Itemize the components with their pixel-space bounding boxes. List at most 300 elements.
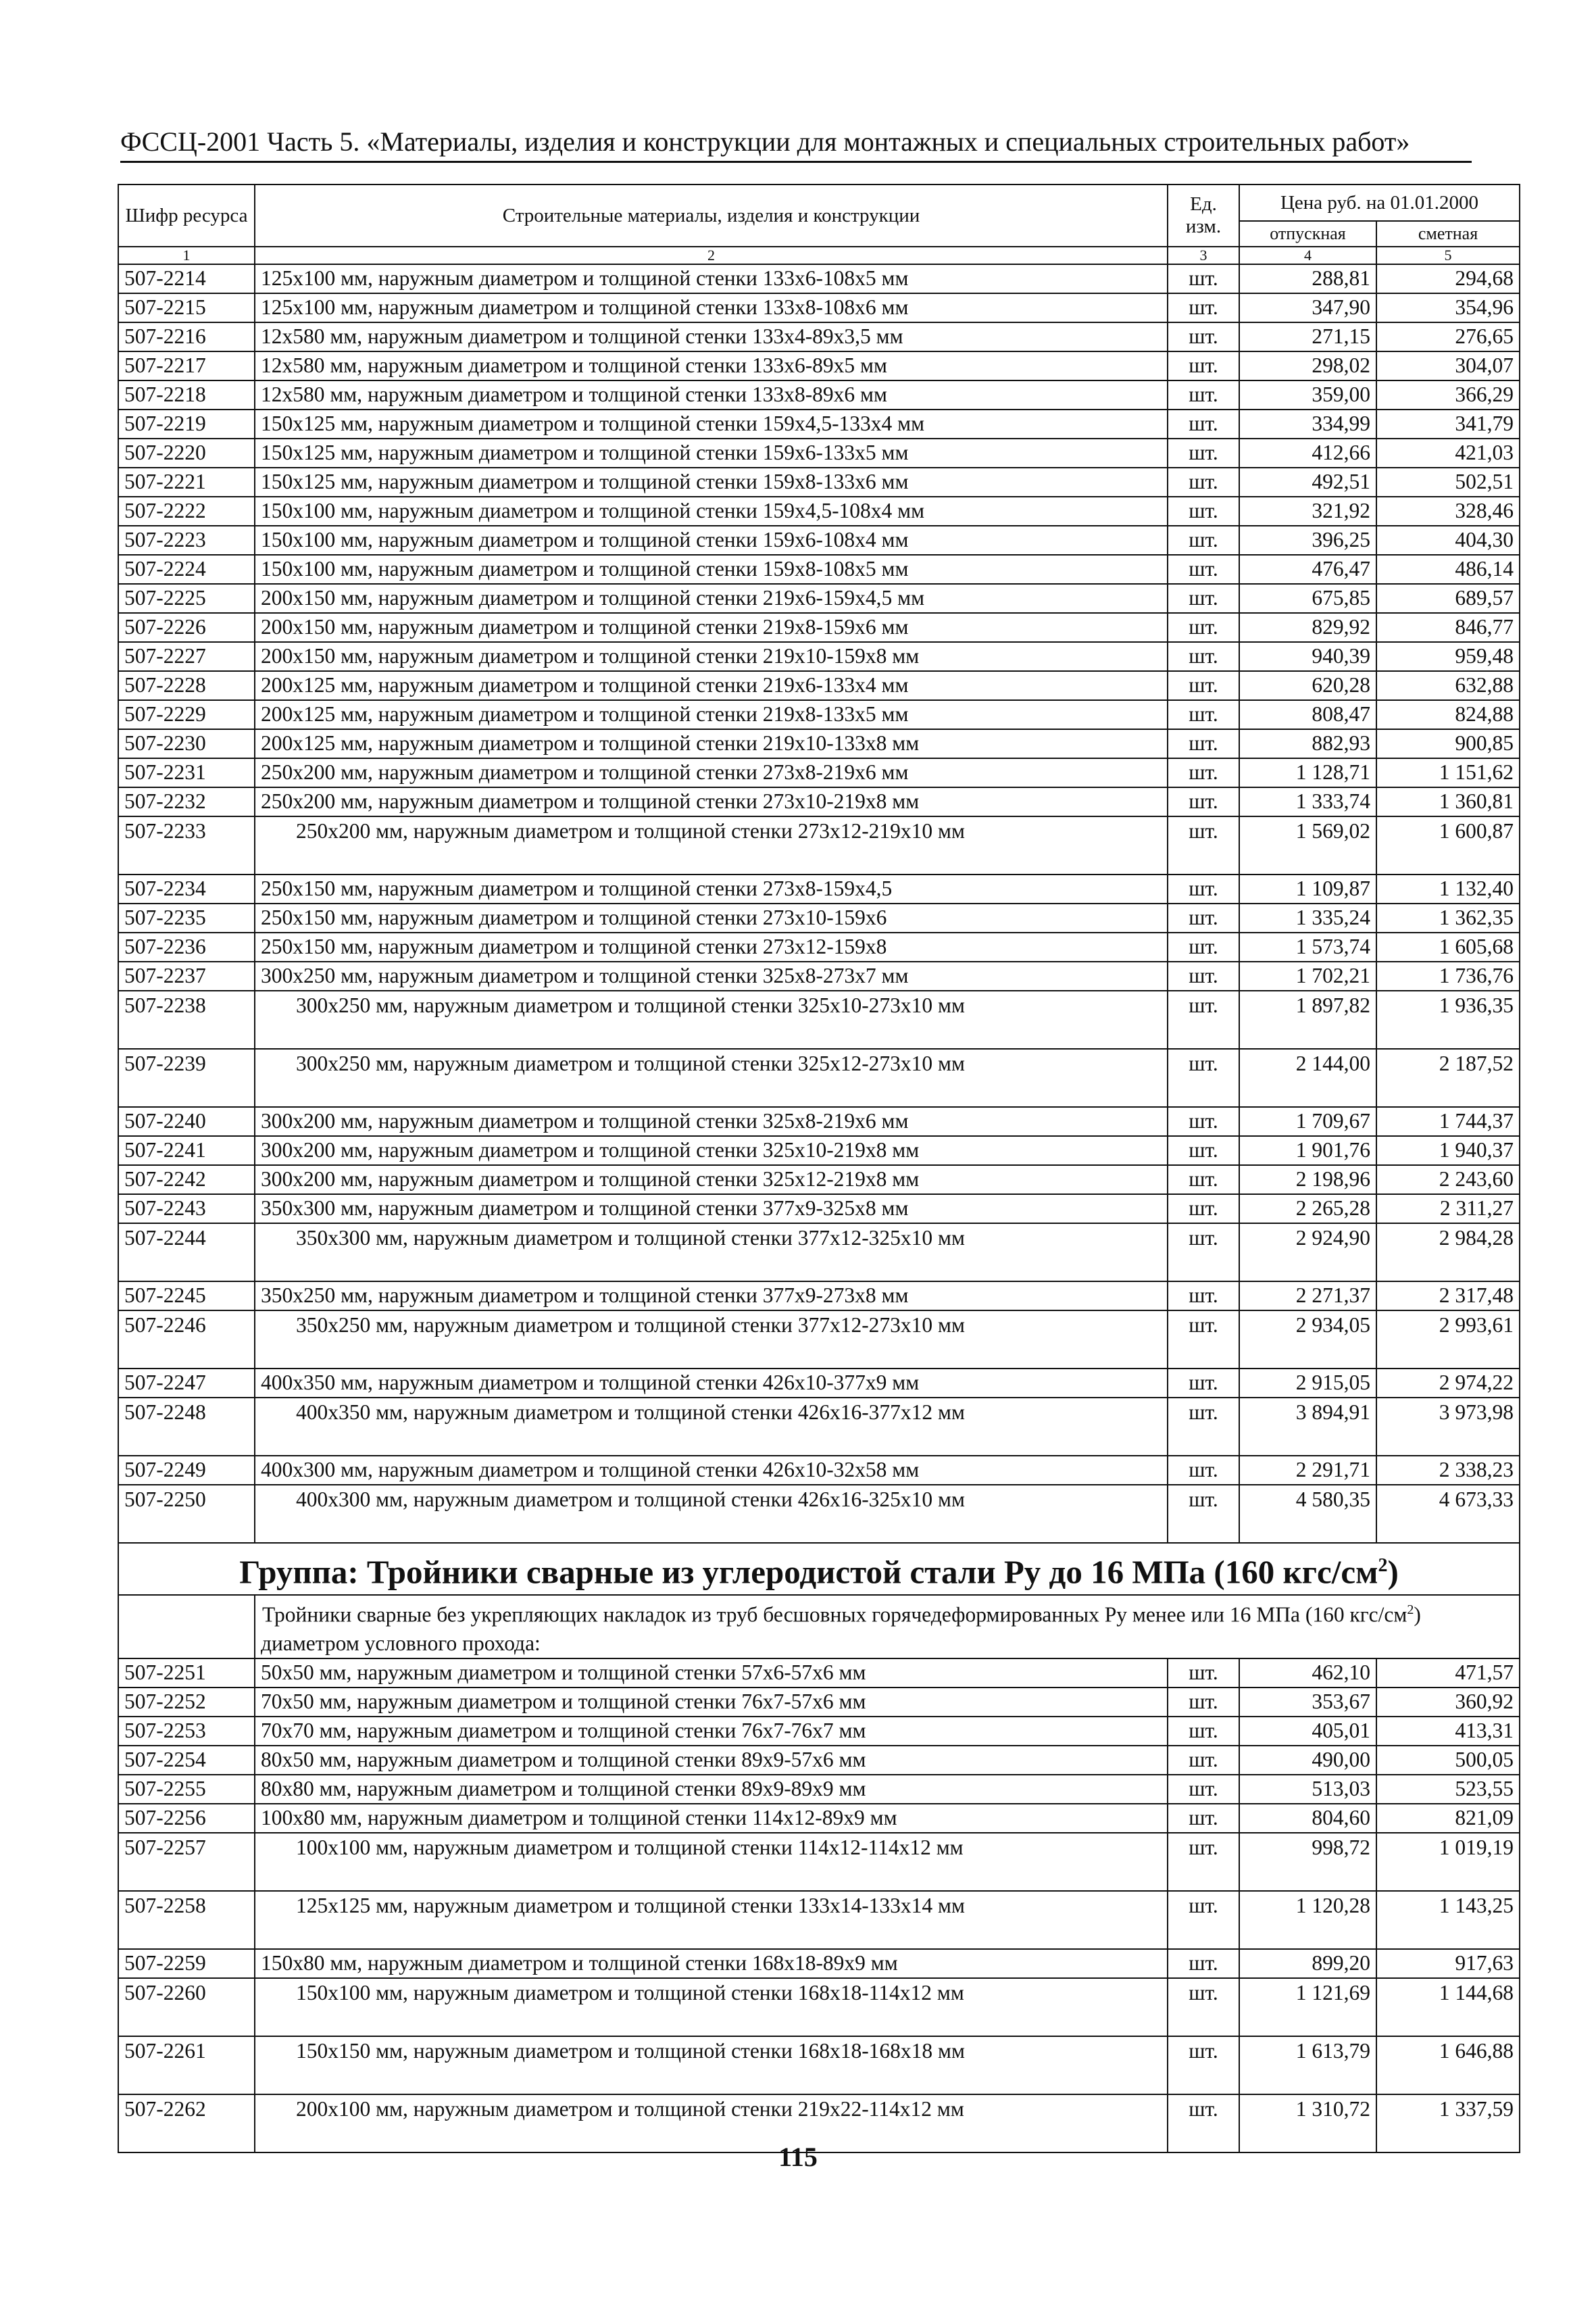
item-name-cell: 150x100 мм, наружным диаметром и толщиной стенки 168x18-114x12 мм — [255, 1978, 1168, 2036]
item-name-cell: 400x350 мм, наружным диаметром и толщиной стенки 426x16-377x12 мм — [255, 1398, 1168, 1456]
item-name-cell: 400x300 мм, наружным диаметром и толщиной стенки 426x10-32x58 мм — [255, 1456, 1168, 1485]
estimate-price-cell: 3 973,98 — [1376, 1398, 1520, 1456]
group-description-superscript: 2 — [1407, 1602, 1414, 1618]
item-name-cell: 250x150 мм, наружным диаметром и толщиной стенки 273x10-159x6 — [255, 904, 1168, 933]
resource-code-cell: 507-2218 — [118, 380, 255, 410]
release-price-cell: 513,03 — [1239, 1775, 1376, 1804]
unit-cell: шт. — [1168, 584, 1239, 613]
table-row — [118, 1485, 1520, 1543]
estimate-price-cell: 1 940,37 — [1376, 1136, 1520, 1165]
release-price-cell: 492,51 — [1239, 468, 1376, 497]
unit-cell: шт. — [1168, 351, 1239, 380]
unit-cell: шт. — [1168, 439, 1239, 468]
resource-code-cell: 507-2253 — [118, 1717, 255, 1746]
resource-code-cell: 507-2248 — [118, 1398, 255, 1456]
unit-cell: шт. — [1168, 526, 1239, 555]
resource-code-cell: 507-2234 — [118, 875, 255, 904]
item-name-cell: 125x100 мм, наружным диаметром и толщиной стенки 133x8-108x6 мм — [255, 293, 1168, 322]
unit-cell: шт. — [1168, 700, 1239, 729]
unit-cell: шт. — [1168, 264, 1239, 293]
item-name-cell: 200x150 мм, наружным диаметром и толщиной стенки 219x10-159x8 мм — [255, 642, 1168, 671]
item-name-cell: 200x125 мм, наружным диаметром и толщиной стенки 219x6-133x4 мм — [255, 671, 1168, 700]
header-price: Цена руб. на 01.01.2000 — [1239, 184, 1520, 221]
estimate-price-cell: 354,96 — [1376, 293, 1520, 322]
release-price-cell: 462,10 — [1239, 1658, 1376, 1688]
estimate-price-cell: 632,88 — [1376, 671, 1520, 700]
table-row — [118, 671, 1520, 700]
unit-cell: шт. — [1168, 875, 1239, 904]
unit-cell: шт. — [1168, 1717, 1239, 1746]
item-name-cell: 300x200 мм, наружным диаметром и толщиной стенки 325x12-219x8 мм — [255, 1165, 1168, 1194]
resource-code-cell: 507-2217 — [118, 351, 255, 380]
release-price-cell: 1 897,82 — [1239, 991, 1376, 1049]
resource-code-cell: 507-2245 — [118, 1281, 255, 1310]
unit-cell: шт. — [1168, 1281, 1239, 1310]
estimate-price-cell: 1 362,35 — [1376, 904, 1520, 933]
estimate-price-cell: 2 984,28 — [1376, 1223, 1520, 1281]
item-name-cell: 350x250 мм, наружным диаметром и толщиной стенки 377x12-273x10 мм — [255, 1310, 1168, 1369]
unit-cell: шт. — [1168, 1658, 1239, 1688]
resource-code-cell: 507-2243 — [118, 1194, 255, 1223]
release-price-cell: 1 573,74 — [1239, 933, 1376, 962]
estimate-price-cell: 2 311,27 — [1376, 1194, 1520, 1223]
item-name-cell: 150x125 мм, наружным диаметром и толщиной стенки 159x4,5-133x4 мм — [255, 410, 1168, 439]
release-price-cell: 998,72 — [1239, 1833, 1376, 1891]
table-row — [118, 1688, 1520, 1717]
unit-cell: шт. — [1168, 816, 1239, 875]
table-row — [118, 410, 1520, 439]
resource-code-cell: 507-2239 — [118, 1049, 255, 1107]
item-name-cell: 250x200 мм, наружным диаметром и толщиной стенки 273x12-219x10 мм — [255, 816, 1168, 875]
estimate-price-cell: 1 360,81 — [1376, 787, 1520, 816]
table-row — [118, 1658, 1520, 1688]
item-name-cell: 250x200 мм, наружным диаметром и толщиной стенки 273x10-219x8 мм — [255, 787, 1168, 816]
estimate-price-cell: 421,03 — [1376, 439, 1520, 468]
header-column-number: 3 — [1168, 247, 1239, 264]
item-name-cell: 70x70 мм, наружным диаметром и толщиной стенки 76x7-76x7 мм — [255, 1717, 1168, 1746]
table-row — [118, 1978, 1520, 2036]
resource-code-cell: 507-2259 — [118, 1949, 255, 1978]
resource-code-cell: 507-2219 — [118, 410, 255, 439]
table-row — [118, 497, 1520, 526]
table-header — [118, 184, 1520, 264]
table-row — [118, 380, 1520, 410]
group-heading-row — [118, 1543, 1520, 1595]
release-price-cell: 675,85 — [1239, 584, 1376, 613]
resource-code-cell: 507-2238 — [118, 991, 255, 1049]
resource-code-cell: 507-2220 — [118, 439, 255, 468]
resource-code-cell: 507-2224 — [118, 555, 255, 584]
unit-cell: шт. — [1168, 613, 1239, 642]
resource-code-cell: 507-2229 — [118, 700, 255, 729]
resource-code-cell: 507-2223 — [118, 526, 255, 555]
unit-cell: шт. — [1168, 410, 1239, 439]
unit-cell: шт. — [1168, 1310, 1239, 1369]
estimate-price-cell: 4 673,33 — [1376, 1485, 1520, 1543]
table-row — [118, 1049, 1520, 1107]
group-section — [118, 1543, 1520, 1658]
release-price-cell: 1 128,71 — [1239, 758, 1376, 787]
table-row — [118, 1194, 1520, 1223]
table-row — [118, 2036, 1520, 2094]
table-row — [118, 700, 1520, 729]
estimate-price-cell: 276,65 — [1376, 322, 1520, 351]
item-name-cell: 300x250 мм, наружным диаметром и толщиной стенки 325x8-273x7 мм — [255, 962, 1168, 991]
estimate-price-cell: 404,30 — [1376, 526, 1520, 555]
item-name-cell: 125x100 мм, наружным диаметром и толщиной стенки 133x6-108x5 мм — [255, 264, 1168, 293]
unit-cell: шт. — [1168, 933, 1239, 962]
unit-cell: шт. — [1168, 729, 1239, 758]
table-row — [118, 1775, 1520, 1804]
release-price-cell: 2 924,90 — [1239, 1223, 1376, 1281]
unit-cell: шт. — [1168, 642, 1239, 671]
group-heading-text: Группа: Тройники сварные из углеродистой стали Ру до 16 МПа (160 кгс/см — [239, 1553, 1378, 1591]
estimate-price-cell: 1 144,68 — [1376, 1978, 1520, 2036]
release-price-cell: 3 894,91 — [1239, 1398, 1376, 1456]
release-price-cell: 1 613,79 — [1239, 2036, 1376, 2094]
table-row — [118, 875, 1520, 904]
release-price-cell: 940,39 — [1239, 642, 1376, 671]
release-price-cell: 2 265,28 — [1239, 1194, 1376, 1223]
unit-cell: шт. — [1168, 555, 1239, 584]
release-price-cell: 353,67 — [1239, 1688, 1376, 1717]
estimate-price-cell: 2 243,60 — [1376, 1165, 1520, 1194]
estimate-price-cell: 1 936,35 — [1376, 991, 1520, 1049]
table-row — [118, 787, 1520, 816]
resource-code-cell: 507-2230 — [118, 729, 255, 758]
table-row — [118, 1949, 1520, 1978]
estimate-price-cell: 2 187,52 — [1376, 1049, 1520, 1107]
release-price-cell: 2 144,00 — [1239, 1049, 1376, 1107]
estimate-price-cell: 341,79 — [1376, 410, 1520, 439]
resource-code-cell: 507-2260 — [118, 1978, 255, 2036]
item-name-cell: 200x150 мм, наружным диаметром и толщиной стенки 219x6-159x4,5 мм — [255, 584, 1168, 613]
estimate-price-cell: 1 019,19 — [1376, 1833, 1520, 1891]
group-description-row — [118, 1595, 1520, 1658]
resource-code-cell: 507-2221 — [118, 468, 255, 497]
resource-code-cell: 507-2237 — [118, 962, 255, 991]
table-row — [118, 1165, 1520, 1194]
estimate-price-cell: 471,57 — [1376, 1658, 1520, 1688]
table-row — [118, 439, 1520, 468]
table-row — [118, 351, 1520, 380]
table-row — [118, 816, 1520, 875]
unit-cell: шт. — [1168, 1223, 1239, 1281]
item-name-cell: 200x125 мм, наружным диаметром и толщиной стенки 219x10-133x8 мм — [255, 729, 1168, 758]
item-name-cell: 300x250 мм, наружным диаметром и толщиной стенки 325x12-273x10 мм — [255, 1049, 1168, 1107]
table-body-welded-tees — [118, 1658, 1520, 2152]
resource-code-cell: 507-2241 — [118, 1136, 255, 1165]
release-price-cell: 405,01 — [1239, 1717, 1376, 1746]
estimate-price-cell: 2 338,23 — [1376, 1456, 1520, 1485]
unit-cell: шт. — [1168, 1485, 1239, 1543]
resource-code-cell: 507-2255 — [118, 1775, 255, 1804]
table-row — [118, 1136, 1520, 1165]
unit-cell: шт. — [1168, 380, 1239, 410]
table-row — [118, 584, 1520, 613]
release-price-cell: 1 109,87 — [1239, 875, 1376, 904]
resource-code-cell: 507-2251 — [118, 1658, 255, 1688]
group-description-end: ) диаметром условного прохода: — [261, 1602, 1421, 1655]
table-row — [118, 991, 1520, 1049]
header-column-number: 1 — [118, 247, 255, 264]
resource-code-cell: 507-2236 — [118, 933, 255, 962]
unit-cell: шт. — [1168, 2036, 1239, 2094]
resource-code-cell: 507-2249 — [118, 1456, 255, 1485]
resource-code-cell: 507-2227 — [118, 642, 255, 671]
release-price-cell: 347,90 — [1239, 293, 1376, 322]
table-row — [118, 1281, 1520, 1310]
resource-code-cell: 507-2226 — [118, 613, 255, 642]
unit-cell: шт. — [1168, 1456, 1239, 1485]
page-header: ФССЦ-2001 Часть 5. «Материалы, изделия и конструкции для монтажных и специальных строительных работ» — [120, 124, 1472, 163]
estimate-price-cell: 413,31 — [1376, 1717, 1520, 1746]
item-name-cell: 400x350 мм, наружным диаметром и толщиной стенки 426x10-377x9 мм — [255, 1369, 1168, 1398]
item-name-cell: 350x300 мм, наружным диаметром и толщиной стенки 377x12-325x10 мм — [255, 1223, 1168, 1281]
release-price-cell: 490,00 — [1239, 1746, 1376, 1775]
unit-cell: шт. — [1168, 468, 1239, 497]
estimate-price-cell: 917,63 — [1376, 1949, 1520, 1978]
table-row — [118, 1107, 1520, 1136]
resource-code-cell: 507-2247 — [118, 1369, 255, 1398]
release-price-cell: 1 569,02 — [1239, 816, 1376, 875]
release-price-cell: 359,00 — [1239, 380, 1376, 410]
group-heading-superscript: 2 — [1378, 1555, 1388, 1576]
item-name-cell: 100x80 мм, наружным диаметром и толщиной стенки 114x12-89x9 мм — [255, 1804, 1168, 1833]
item-name-cell: 300x250 мм, наружным диаметром и толщиной стенки 325x10-273x10 мм — [255, 991, 1168, 1049]
item-name-cell: 12x580 мм, наружным диаметром и толщиной стенки 133x6-89x5 мм — [255, 351, 1168, 380]
table-row — [118, 555, 1520, 584]
table-row — [118, 642, 1520, 671]
group-description — [255, 1595, 1520, 1658]
release-price-cell: 2 915,05 — [1239, 1369, 1376, 1398]
item-name-cell: 125x125 мм, наружным диаметром и толщиной стенки 133x14-133x14 мм — [255, 1891, 1168, 1949]
resource-code-cell: 507-2232 — [118, 787, 255, 816]
item-name-cell: 150x150 мм, наружным диаметром и толщиной стенки 168x18-168x18 мм — [255, 2036, 1168, 2094]
table-row — [118, 1833, 1520, 1891]
resource-code-cell: 507-2231 — [118, 758, 255, 787]
unit-cell: шт. — [1168, 322, 1239, 351]
unit-cell: шт. — [1168, 1804, 1239, 1833]
header-column-number: 2 — [255, 247, 1168, 264]
unit-cell: шт. — [1168, 2094, 1239, 2152]
resource-code-cell: 507-2233 — [118, 816, 255, 875]
release-price-cell: 412,66 — [1239, 439, 1376, 468]
estimate-price-cell: 689,57 — [1376, 584, 1520, 613]
table-row — [118, 962, 1520, 991]
item-name-cell: 200x100 мм, наружным диаметром и толщиной стенки 219x22-114x12 мм — [255, 2094, 1168, 2152]
estimate-price-cell: 1 132,40 — [1376, 875, 1520, 904]
release-price-cell: 271,15 — [1239, 322, 1376, 351]
estimate-price-cell: 486,14 — [1376, 555, 1520, 584]
unit-cell: шт. — [1168, 1194, 1239, 1223]
resource-code-cell: 507-2222 — [118, 497, 255, 526]
item-name-cell: 150x125 мм, наружным диаметром и толщиной стенки 159x6-133x5 мм — [255, 439, 1168, 468]
item-name-cell: 300x200 мм, наружным диаметром и толщиной стенки 325x8-219x6 мм — [255, 1107, 1168, 1136]
estimate-price-cell: 1 744,37 — [1376, 1107, 1520, 1136]
item-name-cell: 200x150 мм, наружным диаметром и толщиной стенки 219x8-159x6 мм — [255, 613, 1168, 642]
group-heading — [118, 1543, 1520, 1595]
item-name-cell: 80x80 мм, наружным диаметром и толщиной стенки 89x9-89x9 мм — [255, 1775, 1168, 1804]
group-description-code-cell — [118, 1595, 255, 1658]
unit-cell: шт. — [1168, 962, 1239, 991]
item-name-cell: 350x300 мм, наружным диаметром и толщиной стенки 377x9-325x8 мм — [255, 1194, 1168, 1223]
item-name-cell: 12x580 мм, наружным диаметром и толщиной стенки 133x4-89x3,5 мм — [255, 322, 1168, 351]
release-price-cell: 321,92 — [1239, 497, 1376, 526]
resource-code-cell: 507-2256 — [118, 1804, 255, 1833]
header-name: Строительные материалы, изделия и конструкции — [255, 184, 1168, 247]
resource-code-cell: 507-2242 — [118, 1165, 255, 1194]
resource-code-cell: 507-2258 — [118, 1891, 255, 1949]
release-price-cell: 476,47 — [1239, 555, 1376, 584]
estimate-price-cell: 366,29 — [1376, 380, 1520, 410]
table-row — [118, 758, 1520, 787]
unit-cell: шт. — [1168, 758, 1239, 787]
release-price-cell: 2 291,71 — [1239, 1456, 1376, 1485]
release-price-cell: 1 121,69 — [1239, 1978, 1376, 2036]
table-row — [118, 1804, 1520, 1833]
group-heading-close: ) — [1387, 1553, 1399, 1591]
item-name-cell: 150x100 мм, наружным диаметром и толщиной стенки 159x6-108x4 мм — [255, 526, 1168, 555]
table-row — [118, 729, 1520, 758]
unit-cell: шт. — [1168, 1369, 1239, 1398]
item-name-cell: 150x125 мм, наружным диаметром и толщиной стенки 159x8-133x6 мм — [255, 468, 1168, 497]
release-price-cell: 899,20 — [1239, 1949, 1376, 1978]
table-row — [118, 1746, 1520, 1775]
estimate-price-cell: 900,85 — [1376, 729, 1520, 758]
resource-code-cell: 507-2252 — [118, 1688, 255, 1717]
release-price-cell: 1 702,21 — [1239, 962, 1376, 991]
item-name-cell: 350x250 мм, наружным диаметром и толщиной стенки 377x9-273x8 мм — [255, 1281, 1168, 1310]
item-name-cell: 80x50 мм, наружным диаметром и толщиной стенки 89x9-57x6 мм — [255, 1746, 1168, 1775]
estimate-price-cell: 1 646,88 — [1376, 2036, 1520, 2094]
table-row — [118, 933, 1520, 962]
header-unit: Ед. изм. — [1168, 184, 1239, 247]
estimate-price-cell: 1 143,25 — [1376, 1891, 1520, 1949]
item-name-cell: 250x150 мм, наружным диаметром и толщиной стенки 273x12-159x8 — [255, 933, 1168, 962]
table-row — [118, 526, 1520, 555]
resource-code-cell: 507-2214 — [118, 264, 255, 293]
release-price-cell: 1 120,28 — [1239, 1891, 1376, 1949]
resource-code-cell: 507-2215 — [118, 293, 255, 322]
release-price-cell: 2 271,37 — [1239, 1281, 1376, 1310]
estimate-price-cell: 824,88 — [1376, 700, 1520, 729]
release-price-cell: 1 901,76 — [1239, 1136, 1376, 1165]
resource-code-cell: 507-2244 — [118, 1223, 255, 1281]
table-row — [118, 293, 1520, 322]
unit-cell: шт. — [1168, 1165, 1239, 1194]
resource-code-cell: 507-2228 — [118, 671, 255, 700]
table-row — [118, 1310, 1520, 1369]
estimate-price-cell: 1 736,76 — [1376, 962, 1520, 991]
unit-cell: шт. — [1168, 1136, 1239, 1165]
unit-cell: шт. — [1168, 904, 1239, 933]
unit-cell: шт. — [1168, 497, 1239, 526]
estimate-price-cell: 360,92 — [1376, 1688, 1520, 1717]
item-name-cell: 300x200 мм, наружным диаметром и толщиной стенки 325x10-219x8 мм — [255, 1136, 1168, 1165]
header-price-release: отпускная — [1239, 221, 1376, 247]
release-price-cell: 1 335,24 — [1239, 904, 1376, 933]
release-price-cell: 1 709,67 — [1239, 1107, 1376, 1136]
item-name-cell: 400x300 мм, наружным диаметром и толщиной стенки 426x16-325x10 мм — [255, 1485, 1168, 1543]
item-name-cell: 250x150 мм, наружным диаметром и толщиной стенки 273x8-159x4,5 — [255, 875, 1168, 904]
header-column-number: 5 — [1376, 247, 1520, 264]
estimate-price-cell: 500,05 — [1376, 1746, 1520, 1775]
item-name-cell: 150x80 мм, наружным диаметром и толщиной стенки 168x18-89x9 мм — [255, 1949, 1168, 1978]
table-row — [118, 1891, 1520, 1949]
table-row — [118, 1717, 1520, 1746]
release-price-cell: 288,81 — [1239, 264, 1376, 293]
resource-code-cell: 507-2235 — [118, 904, 255, 933]
table-row — [118, 468, 1520, 497]
unit-cell: шт. — [1168, 1949, 1239, 1978]
release-price-cell: 882,93 — [1239, 729, 1376, 758]
item-name-cell: 50x50 мм, наружным диаметром и толщиной стенки 57x6-57x6 мм — [255, 1658, 1168, 1688]
item-name-cell: 150x100 мм, наружным диаметром и толщиной стенки 159x4,5-108x4 мм — [255, 497, 1168, 526]
release-price-cell: 334,99 — [1239, 410, 1376, 439]
table-row — [118, 1223, 1520, 1281]
header-price-estimate: сметная — [1376, 221, 1520, 247]
resource-code-cell: 507-2254 — [118, 1746, 255, 1775]
table-row — [118, 322, 1520, 351]
item-name-cell: 250x200 мм, наружным диаметром и толщиной стенки 273x8-219x6 мм — [255, 758, 1168, 787]
item-name-cell: 12x580 мм, наружным диаметром и толщиной стенки 133x8-89x6 мм — [255, 380, 1168, 410]
estimate-price-cell: 328,46 — [1376, 497, 1520, 526]
item-name-cell: 200x125 мм, наружным диаметром и толщиной стенки 219x8-133x5 мм — [255, 700, 1168, 729]
resource-code-cell: 507-2246 — [118, 1310, 255, 1369]
table-row — [118, 904, 1520, 933]
header-column-number: 4 — [1239, 247, 1376, 264]
item-name-cell: 100x100 мм, наружным диаметром и толщиной стенки 114x12-114x12 мм — [255, 1833, 1168, 1891]
resource-code-cell: 507-2240 — [118, 1107, 255, 1136]
unit-cell: шт. — [1168, 1978, 1239, 2036]
unit-cell: шт. — [1168, 293, 1239, 322]
resource-code-cell: 507-2216 — [118, 322, 255, 351]
resource-code-cell: 507-2261 — [118, 2036, 255, 2094]
estimate-price-cell: 846,77 — [1376, 613, 1520, 642]
unit-cell: шт. — [1168, 1688, 1239, 1717]
table-row — [118, 1369, 1520, 1398]
unit-cell: шт. — [1168, 1775, 1239, 1804]
estimate-price-cell: 1 605,68 — [1376, 933, 1520, 962]
item-name-cell: 150x100 мм, наружным диаметром и толщиной стенки 159x8-108x5 мм — [255, 555, 1168, 584]
resource-code-cell: 507-2225 — [118, 584, 255, 613]
estimate-price-cell: 2 317,48 — [1376, 1281, 1520, 1310]
estimate-price-cell: 821,09 — [1376, 1804, 1520, 1833]
table-row — [118, 1398, 1520, 1456]
release-price-cell: 808,47 — [1239, 700, 1376, 729]
estimate-price-cell: 523,55 — [1376, 1775, 1520, 1804]
unit-cell: шт. — [1168, 1833, 1239, 1891]
unit-cell: шт. — [1168, 787, 1239, 816]
table-body-reducing-tees — [118, 264, 1520, 1543]
header-code: Шифр ресурса — [118, 184, 255, 247]
estimate-price-cell: 2 974,22 — [1376, 1369, 1520, 1398]
estimate-price-cell: 2 993,61 — [1376, 1310, 1520, 1369]
table-row — [118, 264, 1520, 293]
unit-cell: шт. — [1168, 1107, 1239, 1136]
unit-cell: шт. — [1168, 671, 1239, 700]
table-row — [118, 1456, 1520, 1485]
release-price-cell: 2 198,96 — [1239, 1165, 1376, 1194]
release-price-cell: 396,25 — [1239, 526, 1376, 555]
release-price-cell: 1 310,72 — [1239, 2094, 1376, 2152]
resource-code-cell: 507-2250 — [118, 1485, 255, 1543]
release-price-cell: 4 580,35 — [1239, 1485, 1376, 1543]
release-price-cell: 1 333,74 — [1239, 787, 1376, 816]
page-number: 115 — [778, 2142, 818, 2172]
release-price-cell: 804,60 — [1239, 1804, 1376, 1833]
